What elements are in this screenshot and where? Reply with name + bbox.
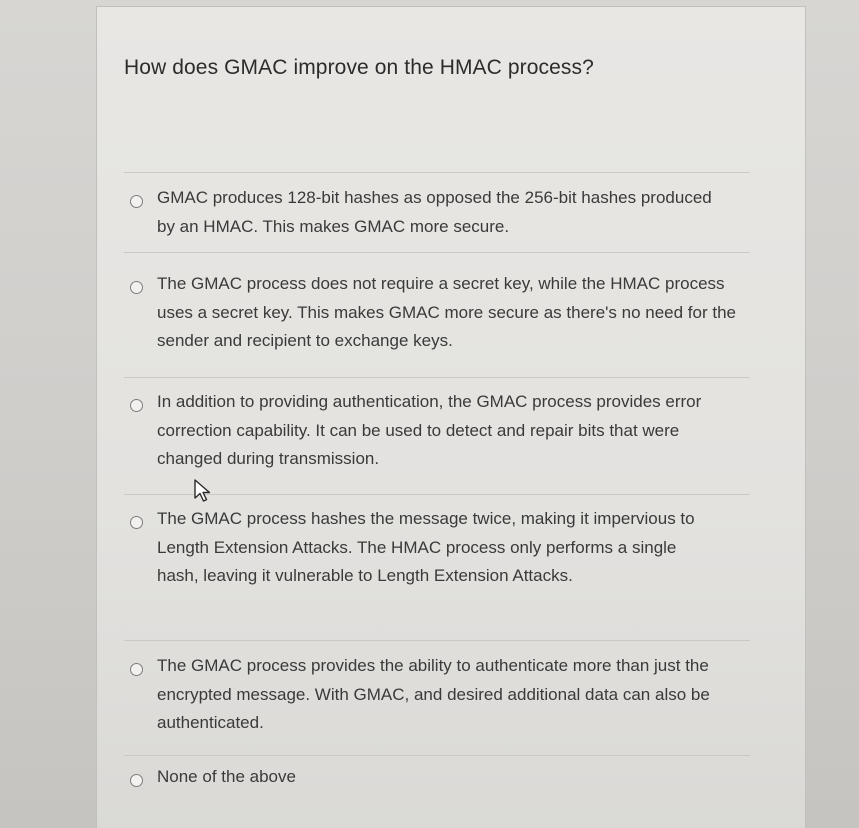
divider xyxy=(124,640,750,641)
answer-option-label: The GMAC process hashes the message twice, making it impervious to Length Extension Attacks. The HMAC process only performs a single hash, leaving it vulnerable to Length Extension Attacks. xyxy=(157,509,695,585)
radio-button[interactable] xyxy=(130,774,143,787)
answer-option-1[interactable] xyxy=(130,190,740,241)
radio-button[interactable] xyxy=(130,663,143,676)
answer-option-2[interactable] xyxy=(130,276,740,356)
answer-option-label: None of the above xyxy=(157,767,296,786)
radio-button[interactable] xyxy=(130,195,143,208)
answer-option-label: GMAC produces 128-bit hashes as opposed the 256-bit hashes produced by an HMAC. This makes GMAC more secure. xyxy=(157,188,712,236)
divider xyxy=(124,755,750,756)
divider xyxy=(124,172,750,173)
mouse-cursor-icon xyxy=(192,478,214,504)
divider xyxy=(124,252,750,253)
answer-option-3[interactable] xyxy=(130,394,740,474)
radio-button[interactable] xyxy=(130,399,143,412)
answer-option-label: In addition to providing authentication, the GMAC process provides error correction capability. It can be used to detect and repair bits that were changed during transmission. xyxy=(157,392,702,468)
question-text: How does GMAC improve on the HMAC process? xyxy=(124,56,594,79)
divider xyxy=(124,377,750,378)
radio-button[interactable] xyxy=(130,516,143,529)
answer-option-label: The GMAC process does not require a secret key, while the HMAC process uses a secret key. This makes GMAC more secure as there's no need for the sender and recipient to exchange keys. xyxy=(157,274,736,350)
radio-button[interactable] xyxy=(130,281,143,294)
answer-option-6[interactable] xyxy=(130,769,740,792)
divider xyxy=(124,494,750,495)
answer-option-5[interactable] xyxy=(130,658,740,738)
answer-option-4[interactable] xyxy=(130,511,740,591)
answer-option-label: The GMAC process provides the ability to authenticate more than just the encrypted message. With GMAC, and desired additional data can also be authenticated. xyxy=(157,656,710,732)
